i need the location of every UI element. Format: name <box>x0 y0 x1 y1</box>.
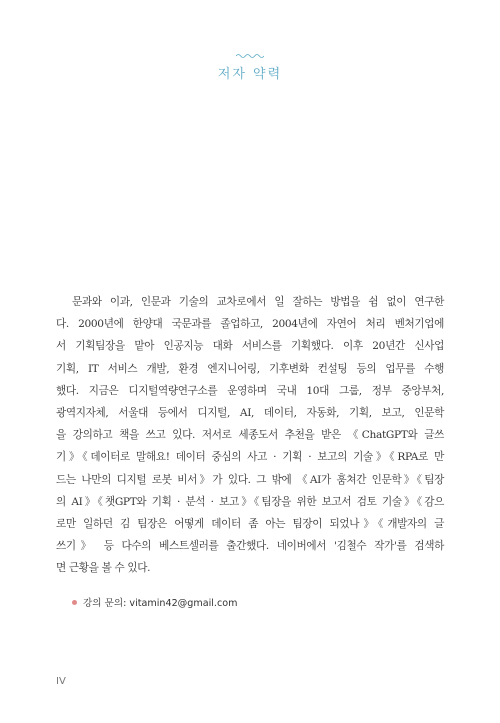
biography-line: 면 근황을 볼 수 있다. <box>56 562 151 575</box>
biography-line: 드는 나만의 디지털 로봇 비서》가 있다. 그 밖에 《AI가 훔쳐간 인문학》《팀장 <box>56 473 444 486</box>
biography-line: 로만 일하던 김 팀장은 어떻게 데이터 좀 아는 팀장이 되었나》《개발자의 글 <box>56 518 444 531</box>
biography-line: 기》《데이터로 말해요! 데이터 중심의 사고 · 기획 · 보고의 기술》《RPA로 만 <box>56 451 444 464</box>
biography-line: 의 AI》《챗GPT와 기획 · 분석 · 보고》《팀장을 위한 보고서 검토 기술》《감으 <box>56 495 444 508</box>
section-title: 저자 약력 <box>217 67 283 82</box>
page-number: IV <box>56 676 66 687</box>
author-biography <box>56 291 444 580</box>
biography-line: 문과와 이과, 인문과 기술의 교차로에서 일 잘하는 방법을 쉼 없이 연구한 <box>72 296 444 308</box>
biography-line: 다. 2000년에 한양대 국문과를 졸업하고, 2004년에 자연어 처리 벤처기업에 <box>56 318 444 331</box>
biography-line: 광역지자체, 서울대 등에서 디지털, AI, 데이터, 자동화, 기획, 보고, 인문학 <box>56 407 444 420</box>
biography-line: 쓰기》 등 다수의 베스트셀러를 출간했다. 네이버에서 '김철수 작가'를 검색하 <box>56 540 444 553</box>
bullet-icon <box>72 600 77 605</box>
wavy-line-ornament-icon <box>0 50 500 59</box>
biography-line: 서 기획팀장을 맡아 인공지능 대화 서비스를 기획했다. 이후 20년간 신사업 <box>56 340 444 353</box>
biography-line: 을 강의하고 책을 쓰고 있다. 저서로 세종도서 추천을 받은 《ChatGPT와 글쓰 <box>56 429 444 442</box>
lecture-inquiry <box>72 595 237 609</box>
biography-line: 기획, IT 서비스 개발, 환경 엔지니어링, 기후변화 컨설팅 등의 업무를 수행 <box>56 362 444 375</box>
biography-line: 했다. 지금은 디지털역량연구소를 운영하며 국내 10대 그룹, 정부 중앙부처, <box>56 384 444 397</box>
lecture-inquiry-text: 강의 문의: vitamin42@gmail.com <box>83 598 238 609</box>
